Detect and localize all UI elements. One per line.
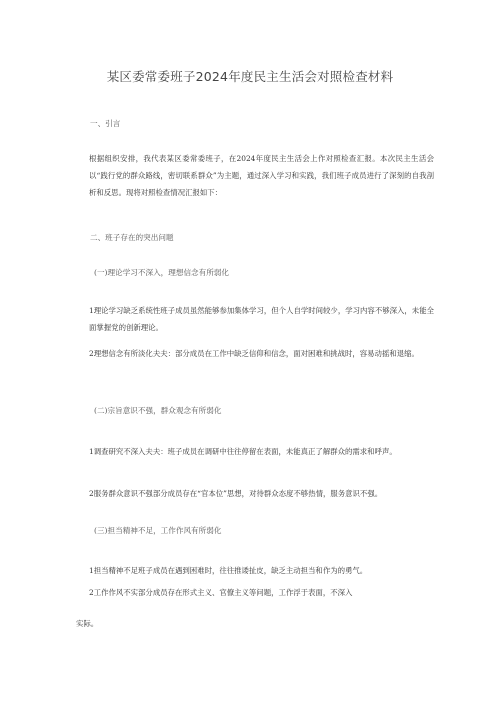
section-heading-intro: 一、引言	[90, 119, 121, 128]
subsection-heading-2: (二)宗旨意识不强，群众观念有所弱化	[94, 406, 222, 415]
subsection-3-item-1: 1担当精神不足班子成员在遇到困难时，往往推诿扯皮，缺乏主动担当和作为的勇气。	[89, 566, 368, 575]
subsection-2-item-2: 2服务群众意识不强部分成员存在“官本位”思想，对待群众态度不够热情，服务意识不强。	[89, 489, 383, 498]
intro-paragraph: 根据组织安排，我代表某区委常委班子，在2024年度民主生活会上作对照检查汇报。本次民主生活会以“践行党的群众路线，密切联系群众”为主题，通过深入学习和实践，我们班子成员进行了深刻的自我剖析和反思。现将对照检查情况汇报如下：	[89, 154, 434, 197]
section-heading-problems: 二、班子存在的突出问题	[90, 233, 174, 242]
subsection-1-item-1: 1理论学习缺乏系统性班子成员虽然能够参加集体学习，但个人自学时间较少，学习内容不够深入，未能全面掌握党的创新理论。	[89, 306, 434, 332]
subsection-3-item-2-continued: 实际。	[76, 619, 99, 628]
subsection-heading-1: (一)理论学习不深入，理想信念有所弱化	[94, 268, 230, 277]
subsection-3-item-2: 2工作作风不实部分成员存在形式主义、官僚主义等问题，工作浮于表面，不深入	[89, 588, 353, 597]
document-title: 某区委常委班子2024年度民主生活会对照检查材料	[106, 69, 394, 84]
subsection-heading-3: (三)担当精神不足，工作作风有所弱化	[94, 526, 222, 535]
subsection-1-item-2: 2理想信念有所淡化夫夫：部分成员在工作中缺乏信仰和信念，面对困难和挑战时，容易动摇和退缩。	[89, 349, 419, 358]
subsection-2-item-1: 1调查研究不深入夫夫：班子成员在调研中往往停留在表面，未能真正了解群众的需求和呼声。	[89, 447, 397, 456]
